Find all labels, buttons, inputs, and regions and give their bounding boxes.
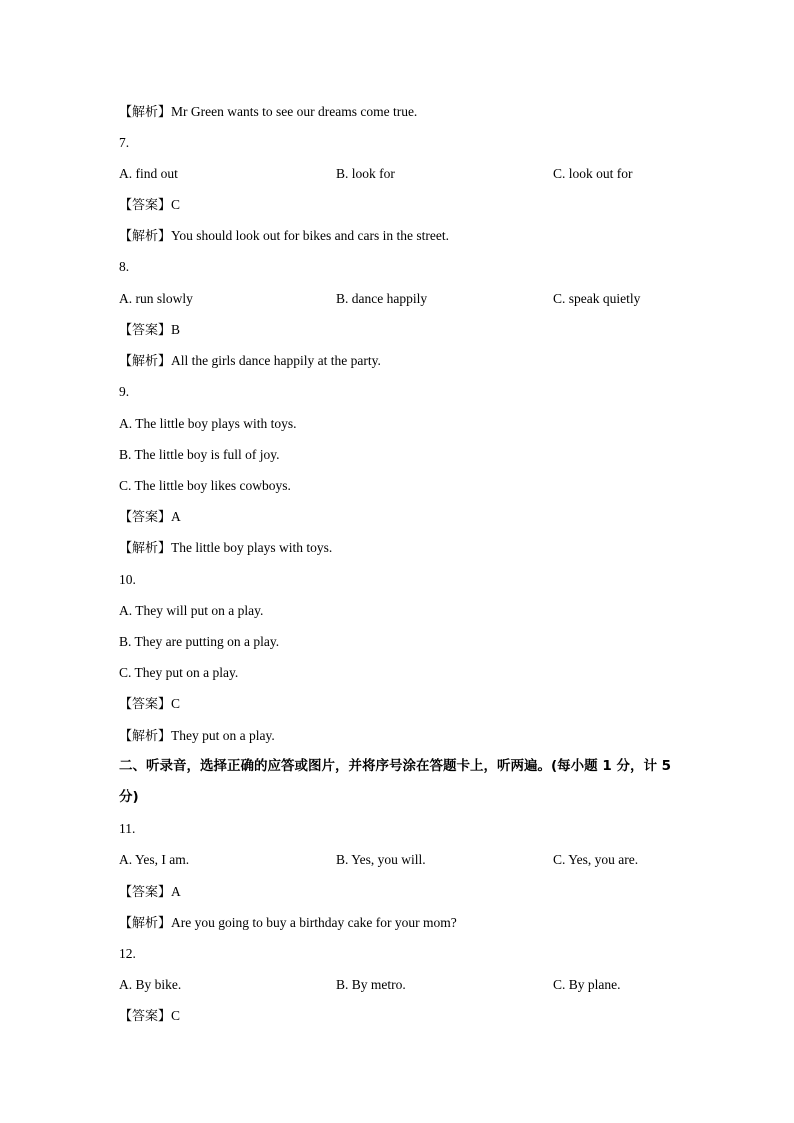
question-options [119, 852, 679, 868]
explanation-text: The little boy plays with toys. [171, 540, 333, 555]
question-number: 10. [119, 572, 136, 587]
option-a: A. find out [119, 166, 178, 181]
answer-text: B [171, 322, 181, 337]
answer-tag: 【答案】 [119, 510, 172, 525]
explanation-text: All the girls dance happily at the party. [171, 353, 381, 368]
explanation-tag: 【解析】 [119, 541, 172, 556]
answer-line [119, 322, 180, 339]
explanation-text: You should look out for bikes and cars in the street. [171, 228, 449, 243]
answer-text: C [171, 1008, 181, 1023]
section-heading: 二、听录音，选择正确的应答或图片，并将序号涂在答题卡上，听两遍。(每小题 1 分，计 5 分) [119, 758, 672, 805]
option-b: B. They are putting on a play. [119, 634, 280, 649]
answer-line [119, 696, 180, 713]
option-c: C. Yes, you are. [553, 852, 639, 867]
explanation-text: Are you going to buy a birthday cake for your mom? [171, 915, 457, 930]
option-b: B. Yes, you will. [336, 852, 426, 867]
option-c: C. The little boy likes cowboys. [119, 478, 291, 493]
option-a: A. They will put on a play. [119, 603, 264, 618]
explanation-tag: 【解析】 [119, 916, 172, 931]
answer-text: C [171, 197, 181, 212]
question-number: 8. [119, 259, 130, 274]
option-a: A. By bike. [119, 977, 182, 992]
explanation-tag: 【解析】 [119, 105, 172, 120]
question-options [119, 166, 679, 182]
option-b: B. dance happily [336, 291, 428, 306]
answer-text: C [171, 696, 181, 711]
explanation-line [119, 540, 332, 557]
explanation-line [119, 104, 417, 121]
explanation-tag: 【解析】 [119, 229, 172, 244]
option-c: C. look out for [553, 166, 633, 181]
option-b: B. The little boy is full of joy. [119, 447, 280, 462]
explanation-text: Mr Green wants to see our dreams come true. [171, 104, 418, 119]
question-number: 9. [119, 384, 130, 399]
question-options [119, 291, 679, 307]
answer-line [119, 509, 181, 526]
explanation-line [119, 915, 457, 932]
explanation-text: They put on a play. [171, 728, 275, 743]
question-number: 12. [119, 946, 136, 961]
option-a: A. The little boy plays with toys. [119, 416, 297, 431]
answer-tag: 【答案】 [119, 885, 172, 900]
explanation-tag: 【解析】 [119, 354, 172, 369]
explanation-line [119, 728, 275, 745]
answer-line [119, 884, 181, 901]
question-number: 7. [119, 135, 130, 150]
option-c: C. speak quietly [553, 291, 641, 306]
answer-tag: 【答案】 [119, 323, 172, 338]
answer-tag: 【答案】 [119, 198, 172, 213]
answer-line [119, 197, 180, 214]
answer-text: A [171, 884, 181, 899]
option-b: B. look for [336, 166, 395, 181]
option-a: A. run slowly [119, 291, 193, 306]
option-c: C. By plane. [553, 977, 621, 992]
answer-tag: 【答案】 [119, 1009, 172, 1024]
answer-line [119, 1008, 180, 1025]
option-c: C. They put on a play. [119, 665, 239, 680]
question-options [119, 977, 679, 993]
option-a: A. Yes, I am. [119, 852, 190, 867]
option-b: B. By metro. [336, 977, 406, 992]
explanation-line [119, 353, 381, 370]
question-number: 11. [119, 821, 136, 836]
explanation-tag: 【解析】 [119, 729, 172, 744]
answer-tag: 【答案】 [119, 697, 172, 712]
answer-text: A [171, 509, 181, 524]
explanation-line [119, 228, 449, 245]
